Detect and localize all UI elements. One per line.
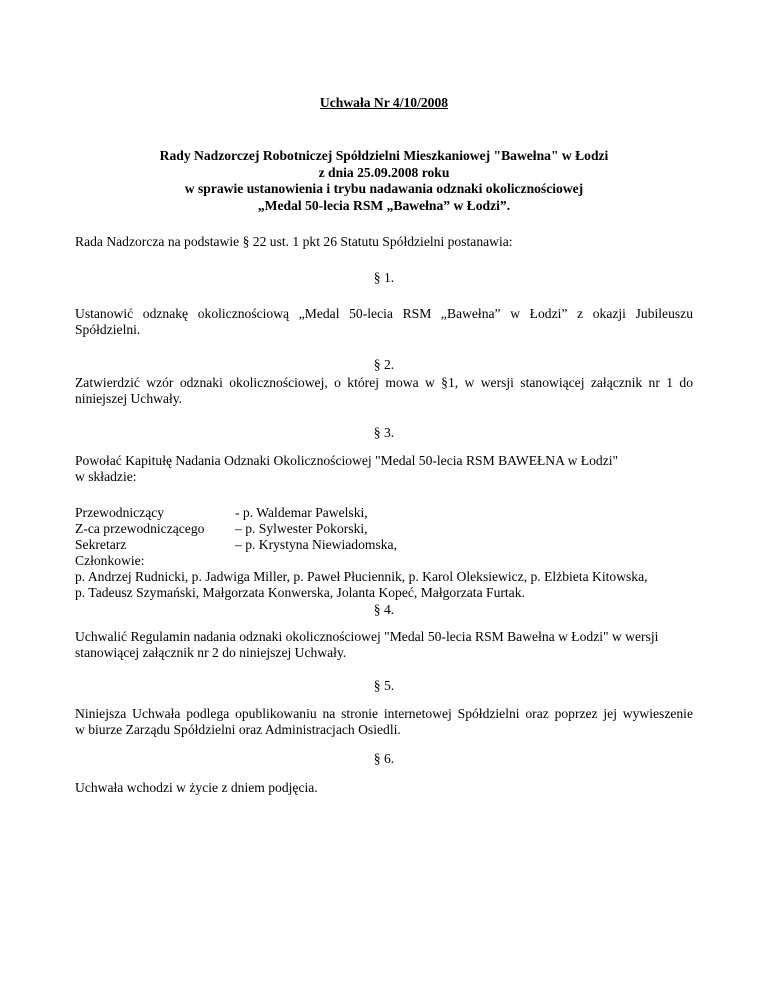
section-3-line-2: w składzie: [75, 469, 137, 484]
section-1-line-2: Spółdzielni. [75, 322, 141, 337]
resolution-title: Uchwała Nr 4/10/2008 [319, 95, 449, 110]
header-line-issuer: Rady Nadzorczej Robotniczej Spółdzielni Mieszkaniowej "Bawełna" w Łodzi [159, 148, 609, 163]
member-name: – p. Krystyna Niewiadomska, [235, 537, 397, 552]
section-1-line-1: Ustanowić odznakę okolicznościową „Medal 50-lecia RSM „Bawełna” w Łodzi” z okazji Jubileuszu [75, 306, 693, 321]
section-4-line-1: Uchwalić Regulamin nadania odznaki okolicznościowej "Medal 50-lecia RSM Bawełna w Łodzi" w wersji [75, 629, 659, 644]
section-3-paragraph [75, 453, 693, 485]
section-6-paragraph: Uchwała wchodzi w życie z dniem podjęcia. [75, 780, 318, 795]
section-1-paragraph [75, 306, 693, 338]
members-line-1: p. Andrzej Rudnicki, p. Jadwiga Miller, p. Paweł Płuciennik, p. Karol Oleksiewicz, p. Elżbieta Kitowska, [75, 569, 648, 584]
section-3-line-1: Powołać Kapitułę Nadania Odznaki Okolicznościowej "Medal 50-lecia RSM BAWEŁNA w Łodzi" [75, 453, 619, 468]
section-2-sign: § 2. [373, 357, 395, 372]
member-name: – p. Sylwester Pokorski, [235, 521, 368, 536]
section-3-sign: § 3. [373, 425, 395, 440]
intro-paragraph: Rada Nadzorcza na podstawie § 22 ust. 1 pkt 26 Statutu Spółdzielni postanawia: [75, 234, 513, 249]
section-4-paragraph [75, 629, 693, 661]
member-name: - p. Waldemar Pawelski, [235, 505, 368, 520]
document-page [75, 0, 693, 994]
section-1-sign: § 1. [373, 270, 395, 285]
section-2-line-2: niniejszej Uchwały. [75, 391, 183, 406]
member-role: Z-ca przewodniczącego [75, 521, 205, 536]
section-6-sign: § 6. [373, 751, 395, 766]
member-role: Przewodniczący [75, 505, 165, 520]
header-line-subject: w sprawie ustanowienia i trybu nadawania odznaki okolicznościowej [184, 181, 584, 196]
section-2-paragraph [75, 375, 693, 407]
member-role: Sekretarz [75, 537, 127, 552]
section-5-line-1: Niniejsza Uchwała podlega opublikowaniu na stronie internetowej Spółdzielni oraz poprzez jej wywieszenie [75, 706, 693, 721]
resolution-header [75, 148, 693, 214]
section-4-line-2: stanowiącej załącznik nr 2 do niniejszej Uchwały. [75, 645, 347, 660]
section-5-sign: § 5. [373, 678, 395, 693]
member-row-secretary [75, 537, 693, 553]
section-2-line-1: Zatwierdzić wzór odznaki okolicznościowej, o której mowa w §1, w wersji stanowiącej załącznik nr 1 do [75, 375, 693, 390]
member-row-vice-chair [75, 521, 693, 537]
members-line-2: p. Tadeusz Szymański, Małgorzata Konwerska, Jolanta Kopeć, Małgorzata Furtak. [75, 585, 525, 600]
section-4-sign: § 4. [373, 602, 395, 617]
member-row-chair [75, 505, 693, 521]
section-5-line-2: w biurze Zarządu Spółdzielni oraz Administracjach Osiedli. [75, 722, 401, 737]
header-line-medal: „Medal 50-lecia RSM „Bawełna” w Łodzi”. [257, 197, 511, 213]
section-5-paragraph [75, 706, 693, 738]
chapter-members-list [75, 505, 693, 601]
members-label: Członkowie: [75, 553, 145, 568]
header-line-date: z dnia 25.09.2008 roku [318, 164, 450, 180]
